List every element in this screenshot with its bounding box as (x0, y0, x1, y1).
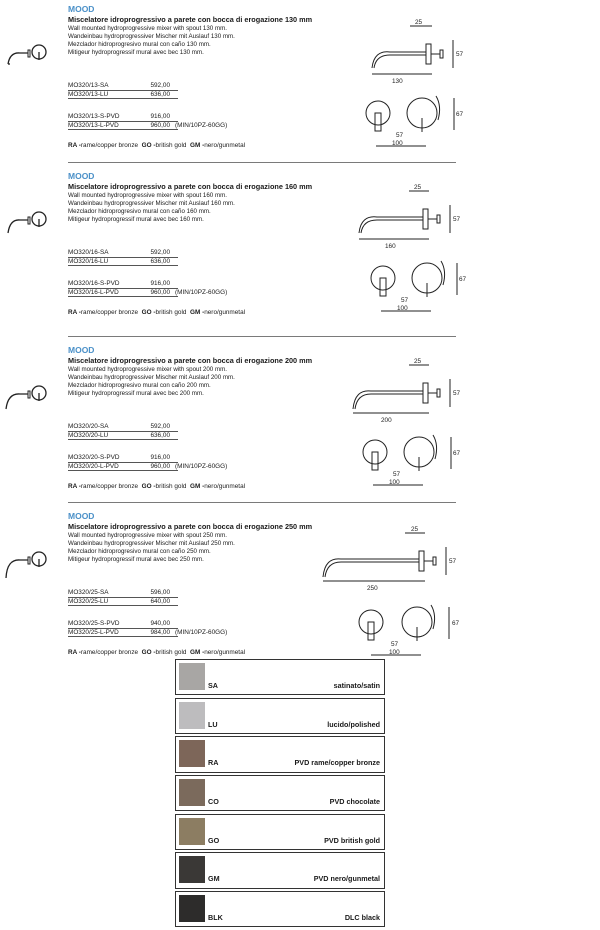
article-code: MO320/13-L-PVD (68, 121, 119, 129)
dim-offset: 57 (396, 132, 404, 139)
finish-swatch (175, 814, 385, 850)
technical-drawing (330, 177, 470, 317)
article-price: 916,00 (150, 113, 170, 121)
finish-name: PVD rame/copper bronze (294, 758, 380, 768)
dim-spout: 250 (367, 585, 378, 592)
brand-label: MOOD (68, 171, 95, 181)
dim-plate-height: 67 (456, 111, 464, 118)
article-price: 592,00 (150, 249, 170, 256)
section-separator (68, 162, 456, 163)
price-row (68, 121, 228, 131)
finish-legend: RA -rame/copper bronze GO -british gold GM -nero/gunmetal (68, 649, 246, 656)
article-price: 592,00 (150, 423, 170, 430)
finish-legend: RA -rame/copper bronze GO -british gold GM -nero/gunmetal (68, 309, 246, 316)
desc-fr: Mitigeur hydroprogressif mural avec bec 250 mm. (68, 556, 204, 564)
price-row (68, 454, 178, 463)
dim-spout: 200 (381, 417, 392, 424)
dim-plate-height: 67 (459, 276, 467, 283)
price-list (68, 423, 228, 471)
finish-code: LU (208, 719, 218, 729)
wall-mixer-icon (4, 205, 50, 241)
technical-drawing (340, 10, 470, 150)
dim-width: 25 (415, 19, 423, 26)
desc-en: Wall mounted hydroprogressive mixer with spout 200 mm. (68, 366, 227, 373)
price-row (68, 280, 178, 289)
finish-name: lucido/polished (327, 719, 380, 729)
article-price: 636,00 (150, 431, 170, 439)
price-row (68, 628, 228, 638)
price-row (68, 288, 228, 298)
desc-fr: Mitigeur hydroprogressif mural avec bec 160 mm. (68, 216, 204, 224)
product-section-160 (0, 171, 600, 339)
article-code: MO320/16-SA (68, 249, 109, 256)
article-price: 960,00 (150, 462, 170, 470)
dim-width: 25 (414, 358, 422, 365)
dim-plate-width: 100 (392, 140, 403, 147)
article-code: MO320/13-LU (68, 90, 109, 98)
article-code: MO320/16-LU (68, 257, 109, 265)
dim-offset: 57 (391, 641, 399, 648)
finish-color-chip (179, 702, 205, 729)
article-code: MO320/20-L-PVD (68, 462, 119, 470)
article-code: MO320/20-LU (68, 431, 109, 439)
product-title: Miscelatore idroprogressivo a parete con bocca di erogazione 130 mm (68, 15, 313, 24)
dim-height: 57 (453, 390, 461, 397)
dim-spout: 160 (385, 243, 396, 250)
price-row (68, 598, 178, 607)
price-list (68, 82, 228, 130)
finish-color-chip (179, 663, 205, 690)
section-separator (68, 336, 456, 337)
price-row (68, 91, 178, 100)
article-price: 636,00 (150, 90, 170, 98)
desc-en: Wall mounted hydroprogressive mixer with spout 250 mm. (68, 532, 227, 539)
wall-mixer-icon (4, 379, 50, 415)
finish-code: SA (208, 681, 218, 690)
product-description (68, 192, 235, 224)
desc-es: Mezclador hidroprogresivo mural con caño 160 mm. (68, 208, 211, 216)
finish-code: RA (208, 758, 219, 768)
dim-offset: 57 (393, 471, 401, 478)
article-code: MO320/20-S-PVD (68, 454, 120, 462)
dim-offset: 57 (401, 297, 409, 304)
article-price: 916,00 (150, 280, 170, 288)
finish-color-chip (179, 856, 205, 883)
dim-height: 57 (449, 558, 457, 565)
dim-plate-width: 100 (397, 305, 408, 312)
finish-name: satinato/satin (333, 681, 380, 690)
price-row (68, 462, 228, 472)
finish-swatch (175, 698, 385, 734)
order-note: (MIN/10PZ-60GG) (175, 288, 228, 296)
finish-swatch (175, 659, 385, 695)
order-note: (MIN/10PZ-60GG) (175, 462, 228, 470)
product-title: Miscelatore idroprogressivo a parete con bocca di erogazione 200 mm (68, 356, 313, 365)
finish-swatch-list (175, 659, 385, 930)
article-code: MO320/16-S-PVD (68, 280, 120, 288)
dim-plate-height: 67 (453, 450, 461, 457)
article-code: MO320/13-SA (68, 82, 109, 89)
brand-label: MOOD (68, 345, 95, 355)
desc-fr: Mitigeur hydroprogressif mural avec bec 200 mm. (68, 390, 204, 398)
product-section-250 (0, 511, 600, 679)
price-row (68, 589, 178, 598)
finish-code: BLK (208, 913, 223, 923)
desc-en: Wall mounted hydroprogressive mixer with spout 130 mm. (68, 25, 227, 32)
finish-name: PVD chocolate (329, 797, 380, 807)
price-row (68, 113, 178, 122)
dim-plate-height: 67 (452, 620, 460, 627)
finish-swatch (175, 891, 385, 927)
article-code: MO320/25-S-PVD (68, 620, 120, 628)
wall-mixer-icon (4, 38, 50, 74)
product-title: Miscelatore idroprogressivo a parete con bocca di erogazione 250 mm (68, 522, 313, 531)
desc-de: Wandeinbau hydroprogressiver Mischer mit Auslauf 200 mm. (68, 374, 235, 382)
article-price: 960,00 (150, 121, 170, 129)
product-section-200 (0, 345, 600, 513)
finish-legend: RA -rame/copper bronze GO -british gold GM -nero/gunmetal (68, 483, 246, 490)
finish-color-chip (179, 740, 205, 767)
desc-de: Wandeinbau hydroprogressiver Mischer mit Auslauf 250 mm. (68, 540, 235, 548)
desc-en: Wall mounted hydroprogressive mixer with spout 160 mm. (68, 192, 227, 199)
finish-color-chip (179, 779, 205, 806)
article-price: 916,00 (150, 454, 170, 462)
article-code: MO320/25-L-PVD (68, 628, 119, 636)
technical-drawing (314, 517, 474, 657)
product-title: Miscelatore idroprogressivo a parete con bocca di erogazione 160 mm (68, 182, 313, 191)
article-code: MO320/16-L-PVD (68, 288, 119, 296)
desc-de: Wandeinbau hydroprogressiver Mischer mit Auslauf 160 mm. (68, 200, 235, 208)
article-code: MO320/13-S-PVD (68, 113, 120, 121)
price-row (68, 620, 178, 629)
article-code: MO320/25-SA (68, 589, 109, 596)
finish-color-chip (179, 895, 205, 922)
dim-spout: 130 (392, 78, 403, 85)
price-row (68, 258, 178, 267)
finish-code: CO (208, 797, 219, 807)
finish-name: DLC black (344, 913, 380, 923)
dim-plate-width: 100 (389, 479, 400, 486)
finish-swatch (175, 736, 385, 772)
dim-width: 25 (414, 184, 422, 191)
order-note: (MIN/10PZ-60GG) (175, 628, 228, 636)
price-list (68, 249, 228, 297)
finish-color-chip (179, 818, 205, 845)
brand-label: MOOD (68, 4, 95, 14)
article-code: MO320/25-LU (68, 597, 109, 605)
article-price: 596,00 (150, 589, 170, 596)
section-separator (68, 502, 456, 503)
article-price: 984,00 (150, 628, 170, 636)
article-code: MO320/20-SA (68, 423, 109, 430)
price-row (68, 82, 178, 91)
price-row (68, 432, 178, 441)
dim-width: 25 (411, 526, 419, 533)
desc-fr: Mitigeur hydroprogressif mural avec bec 130 mm. (68, 49, 204, 57)
dim-height: 57 (456, 51, 464, 58)
desc-es: Mezclador hidroprogresivo mural con caño 200 mm. (68, 382, 211, 390)
order-note: (MIN/10PZ-60GG) (175, 121, 228, 129)
finish-swatch (175, 852, 385, 888)
article-price: 592,00 (150, 82, 170, 89)
product-description (68, 25, 235, 57)
price-list (68, 589, 228, 637)
article-price: 940,00 (150, 620, 170, 628)
product-description (68, 366, 235, 398)
technical-drawing (330, 351, 470, 491)
finish-swatch (175, 775, 385, 811)
finish-code: GM (208, 874, 220, 884)
brand-label: MOOD (68, 511, 95, 521)
dim-plate-width: 100 (389, 649, 400, 656)
desc-de: Wandeinbau hydroprogressiver Mischer mit Auslauf 130 mm. (68, 33, 235, 41)
article-price: 960,00 (150, 288, 170, 296)
finish-name: PVD british gold (324, 835, 380, 845)
dim-height: 57 (453, 216, 461, 223)
desc-es: Mezclador hidroprogresivo mural con caño 250 mm. (68, 548, 211, 556)
finish-name: PVD nero/gunmetal (313, 874, 380, 884)
product-section-130 (0, 4, 600, 172)
finish-code: GO (208, 835, 220, 845)
product-description (68, 532, 235, 564)
price-row (68, 249, 178, 258)
finish-legend: RA -rame/copper bronze GO -british gold GM -nero/gunmetal (68, 142, 246, 149)
price-row (68, 423, 178, 432)
desc-es: Mezclador hidroprogresivo mural con caño 130 mm. (68, 41, 211, 49)
wall-mixer-icon (4, 545, 50, 581)
article-price: 640,00 (150, 597, 170, 605)
article-price: 636,00 (150, 257, 170, 265)
